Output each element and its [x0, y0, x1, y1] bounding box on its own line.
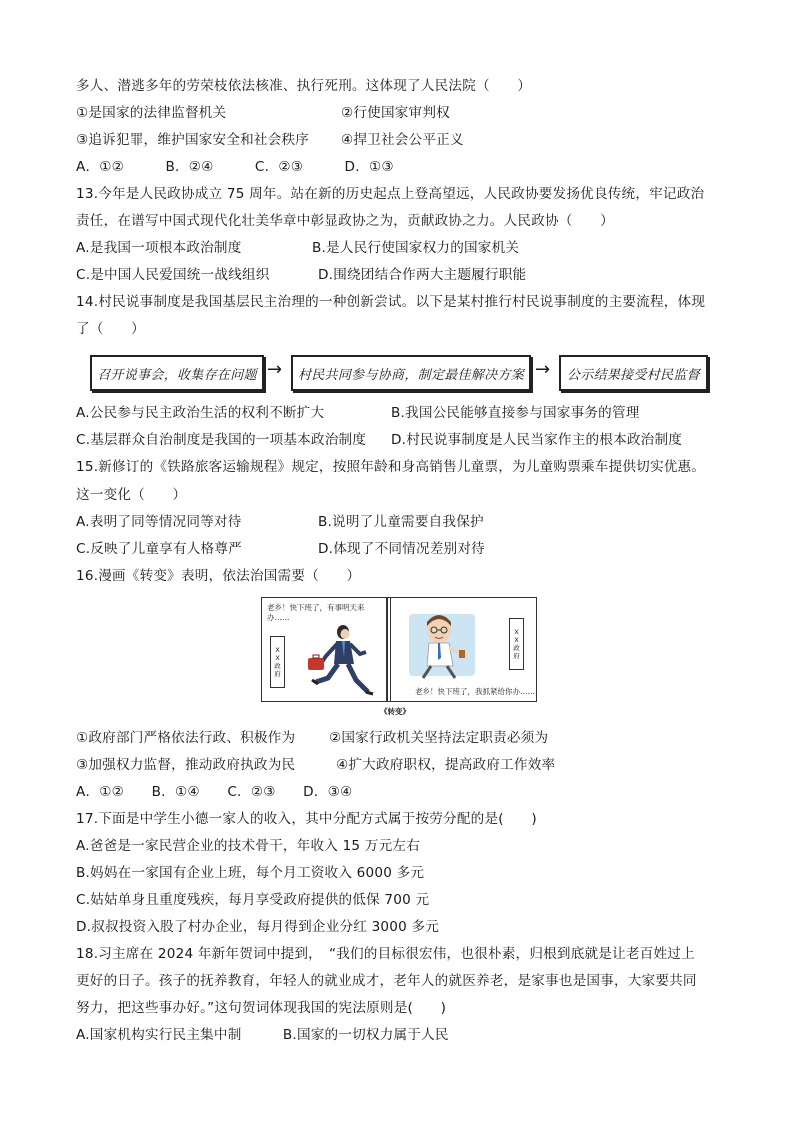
- q15-option-b: B.说明了儿童需要自我保护: [318, 514, 484, 530]
- q14-option-a: A.公民参与民主政治生活的权利不断扩大: [76, 405, 325, 421]
- q12-option-4: ④捍卫社会公平正义: [341, 132, 464, 148]
- q16-option-4: ④扩大政府职权，提高政府工作效率: [336, 757, 556, 773]
- q15-option-a: A.表明了同等情况同等对待: [76, 514, 242, 530]
- q15-option-c: C.反映了儿童享有人格尊严: [76, 541, 242, 557]
- q13-option-a: A.是我国一项根本政治制度: [76, 240, 242, 256]
- q14-stem-2: 了（ ）: [76, 321, 145, 337]
- q18-stem-3: 努力，把这些事办好。”这句贺词体现我国的宪法原则是( ): [76, 1000, 447, 1016]
- q13-option-b: B.是人民行使国家权力的国家机关: [312, 240, 520, 256]
- q16-option-1: ①政府部门严格依法行政、积极作为: [76, 730, 296, 746]
- sign-char: X: [514, 628, 519, 636]
- q13-stem-1: 13.今年是人民政协成立 75 周年。站在新的历史起点上登高望远，人民政协要发扬优良传统，牢记政治: [76, 186, 705, 202]
- q15-stem-2: 这一变化（ ）: [76, 487, 187, 503]
- comic-panel-right: [390, 598, 537, 701]
- q12-option-3: ③追诉犯罪，维护国家安全和社会秩序: [76, 132, 310, 148]
- q17-option-c: C.姑姑单身且重度残疾，每月享受政府提供的低保 700 元: [76, 892, 430, 908]
- running-official-figure: [288, 622, 384, 700]
- sign-char: X: [275, 654, 280, 662]
- q13-option-d: D.围绕团结合作两大主题履行职能: [318, 267, 527, 283]
- q14-option-c: C.基层群众自治制度是我国的一项基本政治制度: [76, 432, 367, 448]
- q17-option-b: B.妈妈在一家国有企业上班，每个月工资收入 6000 多元: [76, 865, 425, 881]
- comic-panel-left: [262, 598, 388, 701]
- q17-option-d: D.叔叔投资入股了村办企业，每月得到企业分红 3000 多元: [76, 919, 440, 935]
- q16-stem: 16.漫画《转变》表明，依法治国需要（ ）: [76, 568, 361, 584]
- q16-option-2: ②国家行政机关坚持法定职责必须为: [329, 730, 549, 746]
- comic-left-bubble-line1: 老乡！快下班了，有事明天来: [267, 603, 365, 612]
- flow-step-1: 召开说事会，收集存在问题: [90, 355, 264, 391]
- q13-option-c: C.是中国人民爱国统一战线组织: [76, 267, 270, 283]
- comic-right-bubble: 老乡！快下班了，我抓紧给你办……: [415, 687, 535, 696]
- flow-step-3: 公示结果接受村民监督: [559, 355, 708, 391]
- q18-stem-1: 18.习主席在 2024 年新年贺词中提到， “我们的目标很宏伟，也很朴素，归根到底就是让老百姓过上: [76, 946, 695, 962]
- q14-stem-1: 14.村民说事制度是我国基层民主治理的一种创新尝试。以下是某村推行村民说事制度的主要流程，体现: [76, 294, 706, 310]
- comic-left-bubble-line2: 办……: [267, 613, 290, 622]
- q16-choices: A．①② B．①④ C．②③ D．③④: [76, 784, 353, 800]
- sign-char: 府: [274, 670, 281, 678]
- q16-option-3: ③加强权力监督，推动政府执政为民: [76, 757, 296, 773]
- sign-char: X: [514, 636, 519, 644]
- q15-option-d: D.体现了不同情况差别对待: [318, 541, 485, 557]
- government-sign-right: [509, 618, 524, 670]
- flow-step-2: 村民共同参与协商，制定最佳解决方案: [291, 355, 531, 391]
- government-sign-left: [270, 636, 285, 688]
- comic-caption: 《转变》: [380, 707, 410, 716]
- helpful-official-figure: [405, 608, 485, 683]
- q18-stem-2: 更好的日子。孩子的抚养教育，年轻人的就业成才，老年人的就医养老，是家事也是国事，大家要共同: [76, 973, 697, 989]
- comic-zhuanbian: [261, 597, 537, 702]
- sign-char: 府: [513, 652, 520, 660]
- q14-option-d: D.村民说事制度是人民当家作主的根本政治制度: [391, 432, 683, 448]
- q12-option-2: ②行使国家审判权: [341, 105, 450, 121]
- sign-char: X: [275, 646, 280, 654]
- q18-options-ab: A.国家机构实行民主集中制 B.国家的一切权力属于人民: [76, 1027, 449, 1043]
- sign-char: 政: [513, 644, 520, 652]
- sign-char: 政: [274, 662, 281, 670]
- q17-stem: 17.下面是中学生小德一家人的收入，其中分配方式属于按劳分配的是( ): [76, 811, 537, 827]
- q17-option-a: A.爸爸是一家民营企业的技术骨干，年收入 15 万元左右: [76, 838, 420, 854]
- flow-arrow-2: →: [535, 359, 551, 380]
- q12-stem-tail: 多人、潜逃多年的劳荣枝依法核准、执行死刑。这体现了人民法院（ ）: [76, 78, 532, 94]
- q14-option-b: B.我国公民能够直接参与国家事务的管理: [391, 405, 640, 421]
- flow-arrow-1: →: [267, 359, 283, 380]
- q12-choices: A．①② B．②④ C．②③ D．①③: [76, 159, 394, 175]
- q15-stem-1: 15.新修订的《铁路旅客运输规程》规定，按照年龄和身高销售儿童票，为儿童购票乘车提供切实优惠。: [76, 459, 706, 475]
- q12-option-1: ①是国家的法律监督机关: [76, 105, 227, 121]
- q13-stem-2: 责任，在谱写中国式现代化壮美华章中彰显政协之为，贡献政协之力。人民政协（ ）: [76, 213, 614, 229]
